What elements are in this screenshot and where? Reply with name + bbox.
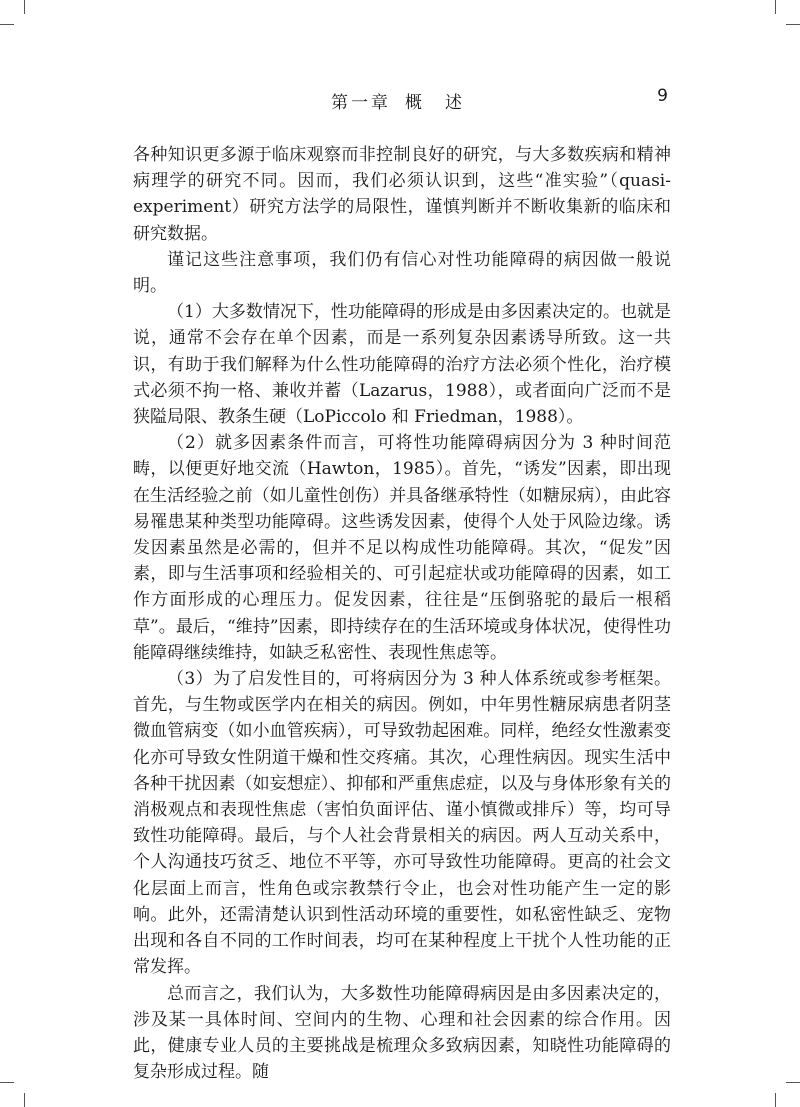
crop-mark-top-right-h bbox=[786, 24, 800, 25]
chapter-label: 第一章 bbox=[331, 93, 391, 113]
paragraph: 总而言之，我们认为，大多数性功能障碍病因是由多因素决定的，涉及某一具体时间、空间内的生物、心理和社会因素的综合作用。因此，健康专业人员的主要挑战是梳理众多致病因素，知晓性功能障碍的复杂形成过程。随 bbox=[133, 983, 671, 1083]
crop-mark-top-right-v bbox=[775, 0, 776, 14]
body-text bbox=[133, 142, 671, 1085]
crop-mark-bottom-right-h bbox=[786, 1082, 800, 1083]
chapter-title: 概 述 bbox=[405, 93, 465, 113]
crop-mark-top-left-v bbox=[24, 0, 25, 14]
paragraph: （1）大多数情况下，性功能障碍的形成是由多因素决定的。也就是说，通常不会存在单个因素，而是一系列复杂因素诱导所致。这一共识，有助于我们解释为什么性功能障碍的治疗方法必须个性化，治疗模式必须不拘一格、兼收并蓄（Lazarus，1988），或者面向广泛而不是狭隘局限、教条生硬（LoPiccolo 和 Friedman，1988）。 bbox=[133, 302, 671, 428]
page-number: 9 bbox=[657, 86, 668, 106]
crop-mark-bottom-left-h bbox=[0, 1082, 14, 1083]
crop-mark-top-left-h bbox=[0, 24, 14, 25]
paragraph: （3）为了启发性目的，可将病因分为 3 种人体系统或参考框架。首先，与生物或医学内在相关的病因。例如，中年男性糖尿病患者阴茎微血管病变（如小血管疾病），可导致勃起困难。同样，绝经女性激素变化亦可导致女性阴道干燥和性交疼痛。其次，心理性病因。现实生活中各种干扰因素（如妄想症）、抑郁和严重焦虑症，以及与身体形象有关的消极观点和表现性焦虑（害怕负面评估、谨小慎微或排斥）等，均可导致性功能障碍。最后，与个人社会背景相关的病因。两人互动关系中，个人沟通技巧贫乏、地位不平等，亦可导致性功能障碍。更高的社会文化层面上而言，性角色或宗教禁行令止，也会对性功能产生一定的影响。此外，还需清楚认识到性活动环境的重要性，如私密性缺乏、宠物出现和各自不同的工作时间表，均可在某种程度上干扰个人性功能的正常发挥。 bbox=[133, 669, 671, 978]
paragraph: 谨记这些注意事项，我们仍有信心对性功能障碍的病因做一般说明。 bbox=[133, 249, 671, 297]
paragraph-continuation: 各种知识更多源于临床观察而非控制良好的研究，与大多数疾病和精神病理学的研究不同。因而，我们必须认识到，这些“准实验”（quasi-experiment）研究方法学的局限性，谨慎判断并不断收集新的临床和研究数据。 bbox=[133, 145, 671, 244]
paragraph: （2）就多因素条件而言，可将性功能障碍病因分为 3 种时间范畴，以便更好地交流（Hawton，1985）。首先，“诱发”因素，即出现在生活经验之前（如儿童性创伤）并具备继承特性（如糖尿病），由此容易罹患某种类型功能障碍。这些诱发因素，使得个人处于风险边缘。诱发因素虽然是必需的，但并不足以构成性功能障碍。其次，“促发”因素，即与生活事项和经验相关的、可引起症状或功能障碍的因素，如工作方面形成的心理压力。促发因素，往往是“压倒骆驼的最后一根稻草”。最后，“维持”因素，即持续存在的生活环境或身体状况，使得性功能障碍继续维持，如缺乏私密性、表现性焦虑等。 bbox=[133, 433, 671, 663]
crop-mark-bottom-right-v bbox=[775, 1093, 776, 1107]
crop-mark-bottom-left-v bbox=[24, 1093, 25, 1107]
running-header bbox=[0, 88, 798, 113]
